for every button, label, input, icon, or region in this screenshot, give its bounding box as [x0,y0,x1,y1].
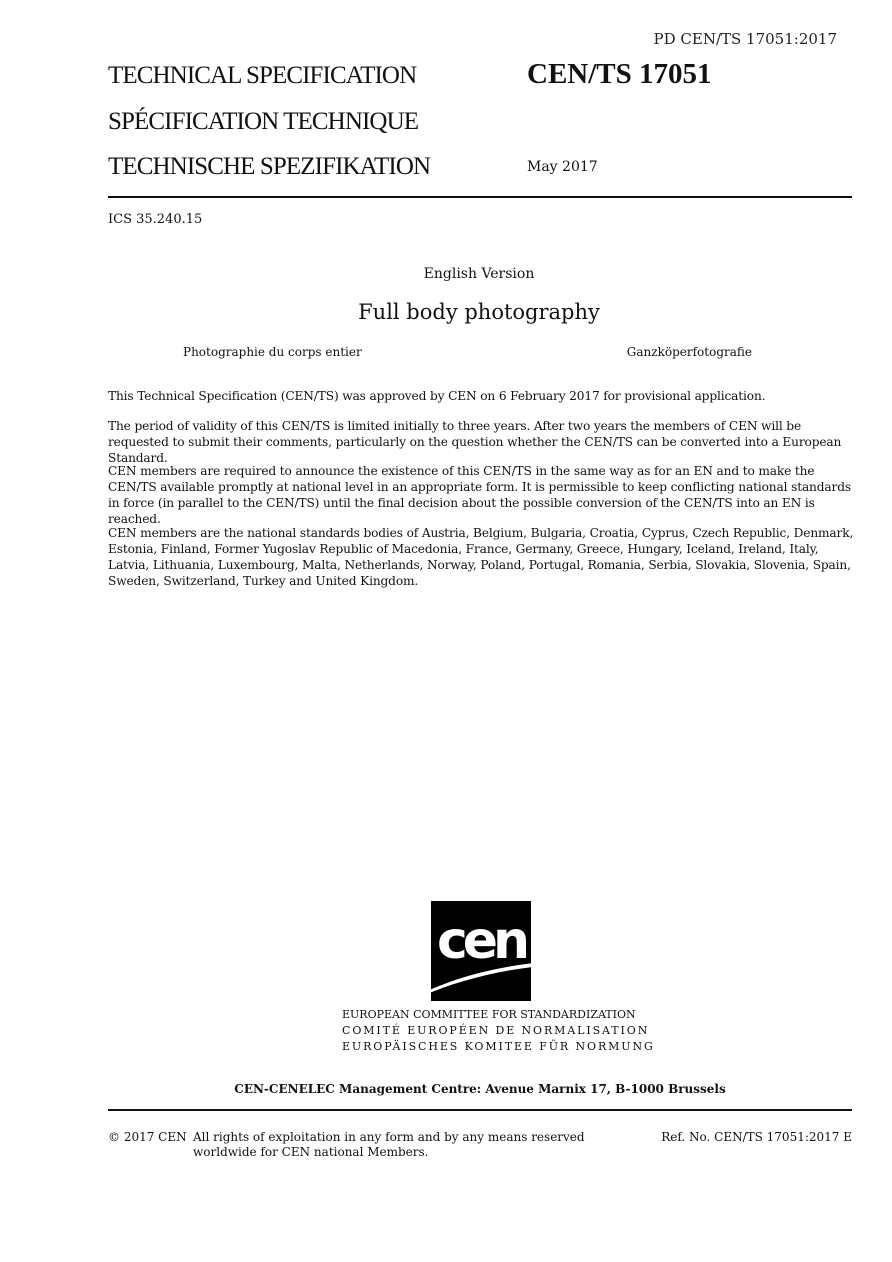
spec-title-fr: SPÉCIFICATION TECHNIQUE [108,108,419,135]
management-centre-address: CEN-CENELEC Management Centre: Avenue Marnix 17, B-1000 Brussels [234,1082,726,1096]
cen-logo-icon [416,900,546,1002]
title-french: Photographie du corps entier [183,345,362,359]
header-divider [108,196,852,198]
spec-title-de: TECHNISCHE SPEZIFIKATION [108,153,431,180]
cen-logo [416,900,546,1002]
footer-divider [108,1109,852,1111]
paragraph-validity: The period of validity of this CEN/TS is limited initially to three years. After two years the members of CEN will be requested to submit their comments, particularly on the question whether the CEN/TS can be converted into a European Standard. [108,419,842,465]
org-name-fr: COMITÉ EUROPÉEN DE NORMALISATION [342,1024,650,1037]
paragraph-approval: This Technical Specification (CEN/TS) was approved by CEN on 6 February 2017 for provisional application. [108,389,766,403]
publication-date: May 2017 [527,159,598,175]
title-german: Ganzköperfotografie [626,345,752,359]
paragraph-announcement: CEN members are required to announce the existence of this CEN/TS in the same way as for an EN and to make the CEN/TS available promptly at national level in an appropriate form. It is permissible to keep conflicting national standards in force (in parallel to the CEN/TS) until the final decision about the possible conversion of the CEN/TS into an EN is reached. [108,464,851,526]
ics-code: ICS 35.240.15 [108,212,203,227]
language-version: English Version [423,266,535,282]
org-name-de: EUROPÄISCHES KOMITEE FÜR NORMUNG [342,1040,655,1053]
paragraph-members: CEN members are the national standards bodies of Austria, Belgium, Bulgaria, Croatia, Cyprus, Czech Republic, Denmark, Estonia, Finland, Former Yugoslav Republic of Macedonia, France, Germany, Greece, Hungary, Iceland, Ireland, Italy, Latvia, Lithuania, Luxembourg, Malta, Netherlands, Norway, Poland, Portugal, Romania, Serbia, Slovakia, Slovenia, Spain, Sweden, Switzerland, Turkey and United Kingdom. [108,526,854,588]
rights-line-2: worldwide for CEN national Members. [193,1145,429,1159]
reference-number: Ref. No. CEN/TS 17051:2017 E [661,1130,852,1144]
spec-title-en: TECHNICAL SPECIFICATION [108,62,417,89]
document-reference: PD CEN/TS 17051:2017 [653,30,837,48]
document-title: Full body photography [358,300,600,324]
standard-number: CEN/TS 17051 [527,58,712,90]
rights-line-1: All rights of exploitation in any form and by any means reserved [193,1130,585,1144]
org-name-en: EUROPEAN COMMITTEE FOR STANDARDIZATION [342,1008,636,1021]
copyright: © 2017 CEN [108,1130,187,1144]
svg-text:cen: cen [436,911,526,971]
